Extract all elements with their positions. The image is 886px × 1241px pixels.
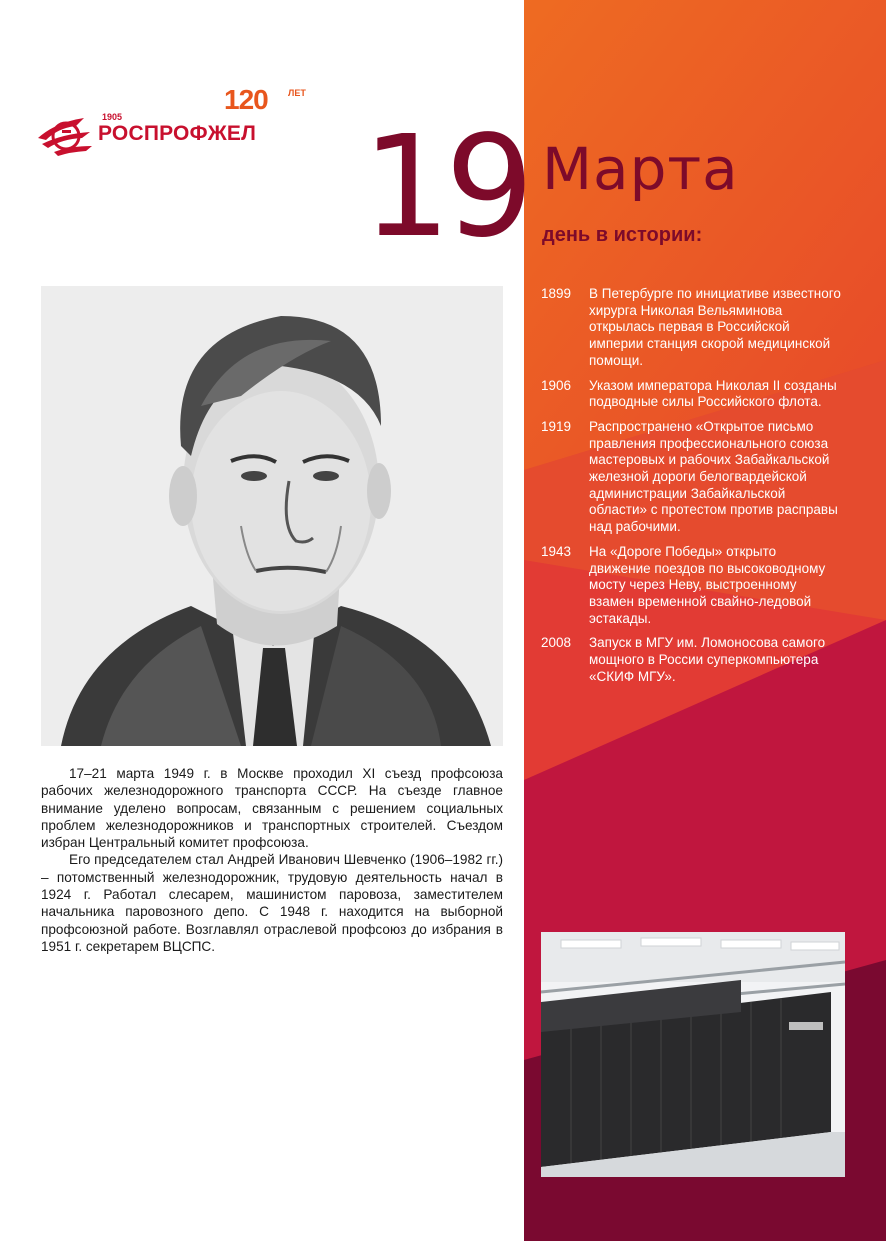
day-number: 19 <box>362 106 529 269</box>
event-text: Указом императора Николая II созданы подводные силы Российского флота. <box>589 377 837 410</box>
portrait-sketch-image <box>41 286 503 746</box>
event-year: 1906 <box>541 377 572 393</box>
logo-name: РОСПРОФЖЕЛ <box>98 122 257 145</box>
anniversary-number: 120 <box>224 84 268 115</box>
event-year: 1899 <box>541 286 572 301</box>
article-text <box>41 765 503 955</box>
event-year: 1943 <box>541 543 572 559</box>
event-item <box>541 286 881 370</box>
event-year: 2008 <box>541 635 572 651</box>
article-paragraph-1: 17–21 марта 1949 г. в Москве проходил XI съезд профсоюза рабочих железнодорожного транспорта СССР. На съезде главное внимание уделено вопросам, связанным с решением социальных проблем железнодорожников и транспортных строителей. Съездом избран Центральный комитет профсоюза. <box>41 766 503 851</box>
event-year: 1919 <box>541 418 572 434</box>
supercomputer-photo <box>541 932 845 1177</box>
events-list <box>541 286 881 693</box>
anniversary-suffix: ЛЕТ <box>288 88 306 98</box>
event-text: Запуск в МГУ им. Ломоносова самого мощного в России суперкомпьютера «СКИФ МГУ». <box>589 635 826 684</box>
article-paragraph-2: Его председателем стал Андрей Иванович Шевченко (1906–1982 гг.) – потомственный железнодорожник, трудовую деятельность начал в 1924 г. Работал слесарем, машинистом паровоза, заместителем начальника паровозного депо. С 1948 г. находится на выборной профсоюзной работе. Возглавлял отраслевой профсоюз до избрания в 1951 г. секретарем ВЦСПС. <box>41 852 503 954</box>
event-item <box>541 635 881 685</box>
rosprofzhel-logo <box>36 84 336 164</box>
event-item <box>541 419 881 536</box>
logo-founded-year: 1905 <box>102 112 123 122</box>
day-in-history-subtitle: день в истории: <box>542 224 703 246</box>
event-text: В Петербурге по инициативе известного хирурга Николая Вельяминова открылась первая в Российской империи станция скорой медицинской помощи. <box>589 286 841 368</box>
event-text: На «Дороге Победы» открыто движение поездов по высоководному мосту через Неву, выстроенному взамен временной свайно-ледовой эстакады. <box>589 543 826 626</box>
event-item <box>541 544 881 628</box>
wing-emblem-icon <box>36 108 98 158</box>
month-name: Марта <box>542 135 739 203</box>
event-text: Распространено «Открытое письмо правления профессионального союза мастеровых и рабочих Забайкальской железной дороги белогвардейской администрации Забайкальской области» с протестом против расправы над рабочими. <box>589 418 838 535</box>
event-item <box>541 378 881 411</box>
